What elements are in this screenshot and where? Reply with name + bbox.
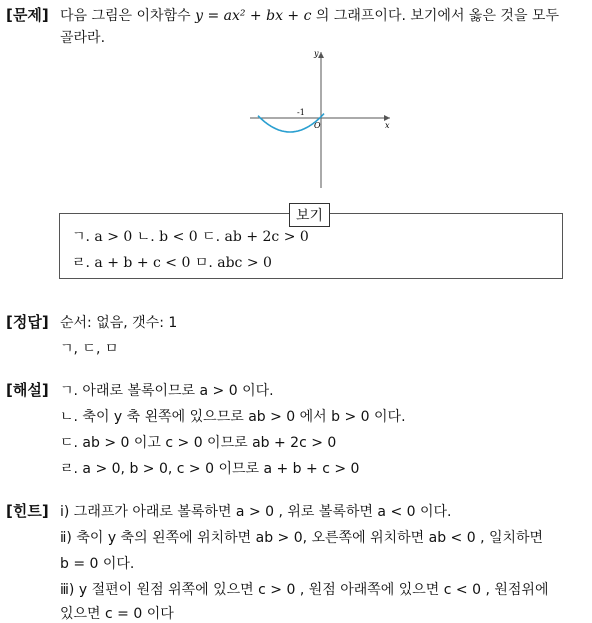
hint-line: ⅰ) 그래프가 아래로 볼록하면 a > 0 , 위로 볼록하면 a < 0 이다. (60, 504, 452, 520)
x-axis-label: x (385, 121, 390, 130)
origin-label: O (314, 121, 321, 130)
hint-tag: [힌트] (6, 502, 49, 520)
root-label: -1 (297, 108, 305, 117)
problem-line-1 (60, 5, 559, 25)
hint-line: b = 0 이다. (60, 556, 135, 572)
hint-line: ⅲ) y 절편이 원점 위쪽에 있으면 c > 0 , 원점 아래쪽에 있으면 c < 0 , 원점위에 (60, 582, 549, 598)
bogi-title: 보기 (289, 203, 330, 227)
explanation-line: ㄴ. 축이 y 축 왼쪽에 있으므로 ab > 0 에서 b > 0 이다. (60, 409, 406, 425)
problem-text-a: 다음 그림은 이차함수 (60, 8, 191, 24)
problem-tag: [문제] (6, 6, 49, 24)
explanation-line: ㄷ. ab > 0 이고 c > 0 이므로 ab + 2c > 0 (60, 435, 337, 451)
y-axis-arrow (318, 52, 324, 58)
parabola-graph (250, 44, 400, 189)
problem-line-2: 골라라. (60, 30, 106, 46)
bogi-row-1: ㄱ. a > 0 ㄴ. b < 0 ㄷ. ab + 2c > 0 (72, 229, 309, 245)
bogi-row-2: ㄹ. a + b + c < 0 ㅁ. abc > 0 (72, 255, 272, 271)
hint-line: ⅱ) 축이 y 축의 왼쪽에 위치하면 ab > 0, 오른쪽에 위치하면 ab < 0 , 일치하면 (60, 530, 544, 546)
explanation-tag: [해설] (6, 381, 49, 399)
explanation-line: ㄹ. a > 0, b > 0, c > 0 이므로 a + b + c > 0 (60, 461, 360, 477)
explanation-line: ㄱ. 아래로 볼록이므로 a > 0 이다. (60, 383, 274, 399)
answer-value: ㄱ, ㄷ, ㅁ (60, 341, 119, 357)
answer-meta: 순서: 없음, 갯수: 1 (60, 315, 178, 331)
hint-line: 있으면 c = 0 이다 (60, 606, 174, 622)
problem-equation: y = ax² + bx + c (195, 8, 312, 24)
answer-tag: [정답] (6, 313, 49, 331)
problem-text-b: 의 그래프이다. 보기에서 옳은 것을 모두 (315, 8, 559, 24)
y-axis-label: y (314, 49, 319, 58)
